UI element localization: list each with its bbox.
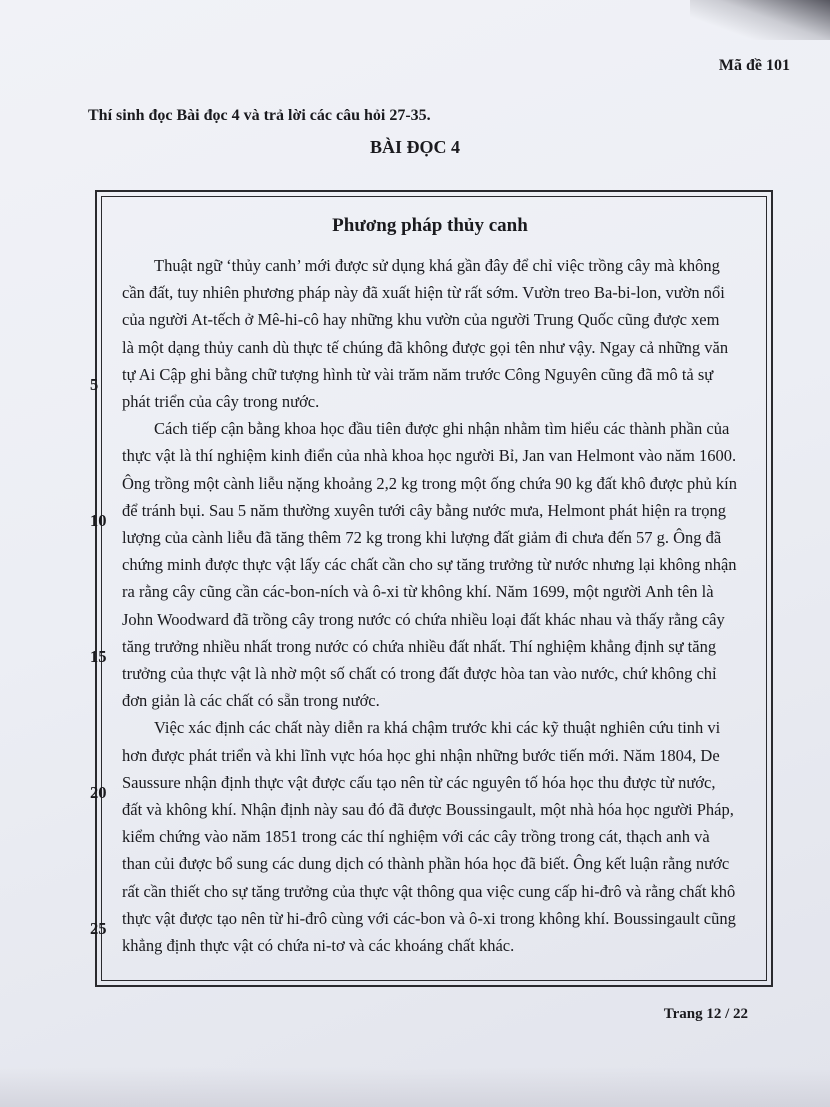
line-number: 10 [90,510,107,530]
exam-code: Mã đề 101 [718,57,790,74]
passage-line: phát triển của cây trong nước. [122,392,320,411]
passage-line: John Woodward đã trồng cây trong nước có chứa nhiều loại đất khác nhau và thấy rằng cây [122,609,725,629]
passage-line: hơn được phát triển và khi lĩnh vực hóa học ghi nhận những bước tiến mới. Năm 1804, De [122,745,720,765]
passage-line: của người At-tếch ở Mê-hi-cô hay những khu vườn của người Trung Quốc cũng được xem [122,310,720,330]
line-number: 25 [90,918,107,938]
passage-line: chứng minh được thực vật lấy các chất cần cho sự tăng trưởng từ nước nhưng lại không nhận [122,555,737,575]
section-title: BÀI ĐỌC 4 [369,137,460,157]
passage-line: tự Ai Cập ghi bằng chữ tượng hình từ vài trăm năm trước Công Nguyên cũng đã mô tả sự [122,364,714,384]
passage-line: trưởng của thực vật là nhờ một số chất có trong đất được hòa tan vào nước, chứ không chỉ [122,664,717,683]
passage-line: Việc xác định các chất này diễn ra khá chậm trước khi các kỹ thuật nghiên cứu tinh vi [154,718,721,738]
passage-line: tăng trưởng nhiều nhất trong nước có chứa nhiều đất nhất. Thí nghiệm khẳng định sự tăng [122,636,717,656]
passage-line: ra rằng cây cũng cần các-bon-ních và ô-xi từ không khí. Năm 1699, một người Anh tên là [122,582,714,602]
passage-line: Cách tiếp cận bằng khoa học đầu tiên được ghi nhận nhằm tìm hiểu các thành phần của [154,419,730,439]
line-number: 20 [90,782,107,802]
passage-line: kiểm chứng vào năm 1851 trong các thí nghiệm với các cây trồng trong cát, thạch anh và [122,827,710,847]
line-number: 5 [90,374,99,394]
page-number: Trang 12 / 22 [663,1006,748,1022]
line-number: 15 [90,646,107,666]
passage-line: rất cần thiết cho sự tăng trưởng của thực vật thông qua việc cung cấp hi-đrô và rằng chất khô [122,881,736,901]
passage-line: thực vật là thí nghiệm kinh điển của nhà khoa học người Bỉ, Jan van Helmont vào năm 1600. [122,446,737,466]
passage-line: Saussure nhận định thực vật được cấu tạo nên từ các nguyên tố hóa học thu được từ nước, [122,772,716,792]
instruction-text: Thí sinh đọc Bài đọc 4 và trả lời các câu hỏi 27-35. [88,107,431,124]
passage-line: để tránh bụi. Sau 5 năm thường xuyên tưới cây bằng nước mưa, Helmont phát hiện ra trọng [122,500,727,520]
passage-line: Thuật ngữ ‘thủy canh’ mới được sử dụng khá gần đây để chỉ việc trồng cây mà không [154,256,720,275]
photo-shadow [690,0,830,40]
passage-title: Phương pháp thủy canh [332,215,528,236]
passage-line: lượng của cành liễu đã tăng thêm 72 kg trong khi lượng đất giảm đi chưa đến 57 g. Ông đã [122,528,722,547]
passage-line: đơn giản là các chất có sẵn trong nước. [122,691,380,711]
passage-line: than củi được bổ sung các dung dịch có thành phần hóa học đã biết. Ông kết luận rằng nước [122,854,730,874]
passage-line: là một dạng thủy canh dù thực tế chúng đã không được gọi tên như vậy. Ngay cả những văn [122,337,729,357]
page-bottom-edge [0,1067,830,1107]
passage-line: khẳng định thực vật có chứa ni-tơ và các khoáng chất khác. [122,936,515,955]
passage-line: Ông trồng một cành liễu nặng khoảng 2,2 kg trong một ống chứa 90 kg đất khô được phủ kín [122,473,738,493]
passage-line: đất và không khí. Nhận định này sau đó đã được Boussingault, một nhà hóa học người Pháp, [122,800,734,819]
passage-line: cần đất, tuy nhiên phương pháp này đã xuất hiện từ rất sớm. Vườn treo Ba-bi-lon, vườn nổi [122,283,725,303]
passage-line: thực vật được tạo nên từ hi-đrô cùng với các-bon và ô-xi trong không khí. Boussingault cũng [122,908,736,928]
